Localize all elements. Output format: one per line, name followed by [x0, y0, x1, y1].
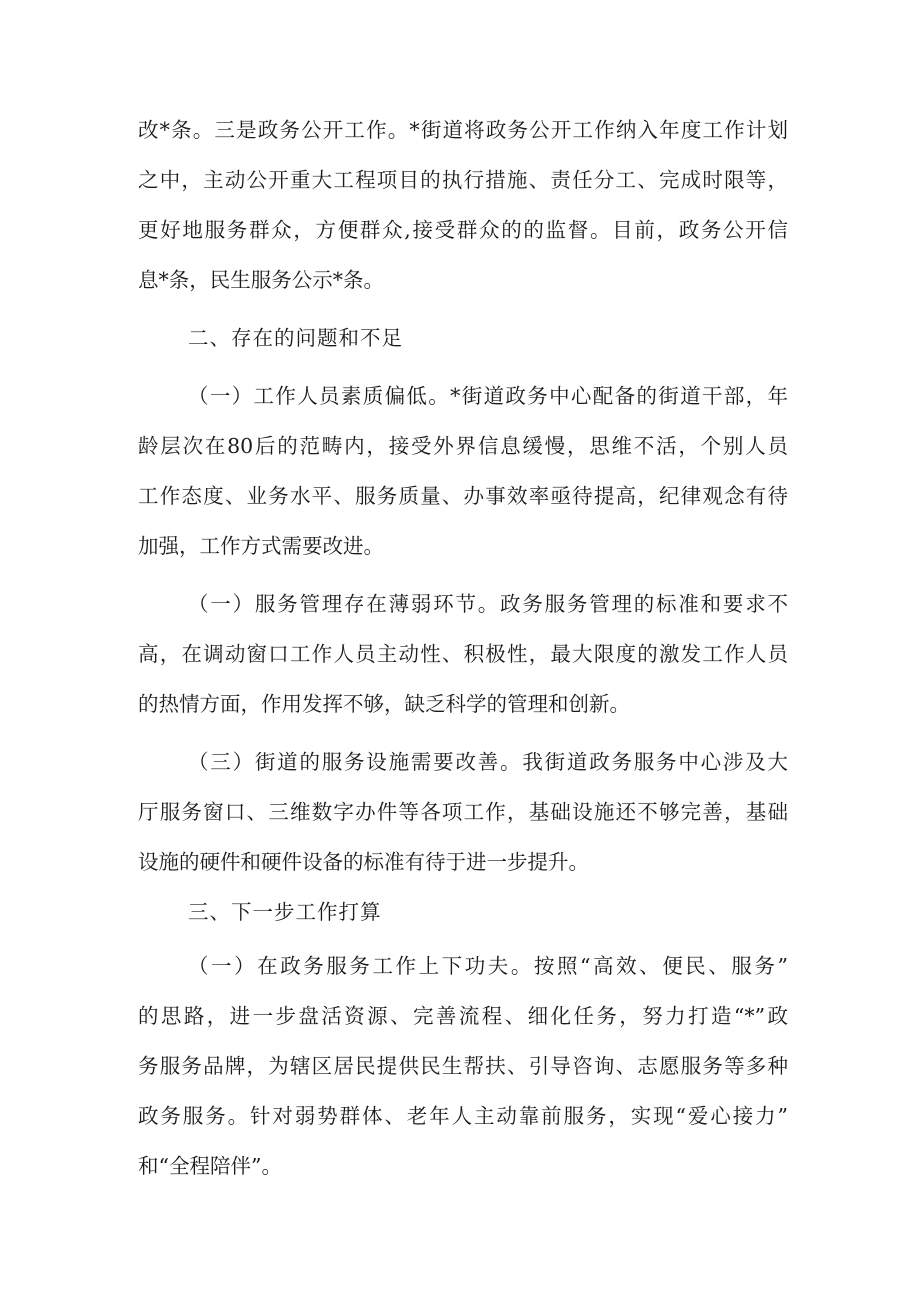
paragraph-line: 政务服务。针对弱势群体、老年人主动靠前服务，实现“爱心接力”	[138, 1104, 788, 1128]
section-heading-next-steps: 三、下一步工作打算	[188, 900, 382, 924]
paragraph-line: 和“全程陪伴”。	[138, 1154, 282, 1178]
paragraph-line: 设施的硬件和硬件设备的标准有待于进一步提升。	[138, 850, 589, 874]
section-heading-problems: 二、存在的问题和不足	[188, 326, 403, 350]
paragraph-line: 龄层次在80后的范畴内，接受外界信息缓慢，思维不活，个别人员	[138, 434, 788, 458]
paragraph-line: 务服务品牌，为辖区居民提供民生帮扶、引导咨询、志愿服务等多种	[138, 1054, 788, 1078]
paragraph-line: 工作态度、业务水平、服务质量、办事效率亟待提高，纪律观念有待	[138, 484, 788, 508]
paragraph-line: 改*条。三是政务公开工作。*街道将政务公开工作纳入年度工作计划	[138, 118, 788, 142]
paragraph-line: （一）服务管理存在薄弱环节。政务服务管理的标准和要求不	[188, 592, 788, 616]
paragraph-line: （一）工作人员素质偏低。*街道政务中心配备的街道干部，年	[188, 384, 788, 408]
paragraph-line: 的热情方面，作用发挥不够，缺乏科学的管理和创新。	[138, 692, 630, 716]
paragraph-line: （一）在政务服务工作上下功夫。按照“高效、便民、服务”	[188, 954, 788, 978]
paragraph-line: 息*条，民生服务公示*条。	[138, 268, 384, 292]
paragraph-line: 厅服务窗口、三维数字办件等各项工作，基础设施还不够完善，基础	[138, 800, 788, 824]
paragraph-line: 更好地服务群众，方便群众,接受群众的的监督。目前，政务公开信	[138, 218, 788, 242]
paragraph-line: （三）街道的服务设施需要改善。我街道政务服务中心涉及大	[188, 750, 788, 774]
paragraph-line: 的思路，进一步盘活资源、完善流程、细化任务，努力打造“*”政	[138, 1004, 788, 1028]
paragraph-line: 之中，主动公开重大工程项目的执行措施、责任分工、完成时限等，	[138, 168, 788, 192]
paragraph-line: 高，在调动窗口工作人员主动性、积极性，最大限度的激发工作人员	[138, 642, 788, 666]
paragraph-line: 加强，工作方式需要改进。	[138, 534, 384, 558]
